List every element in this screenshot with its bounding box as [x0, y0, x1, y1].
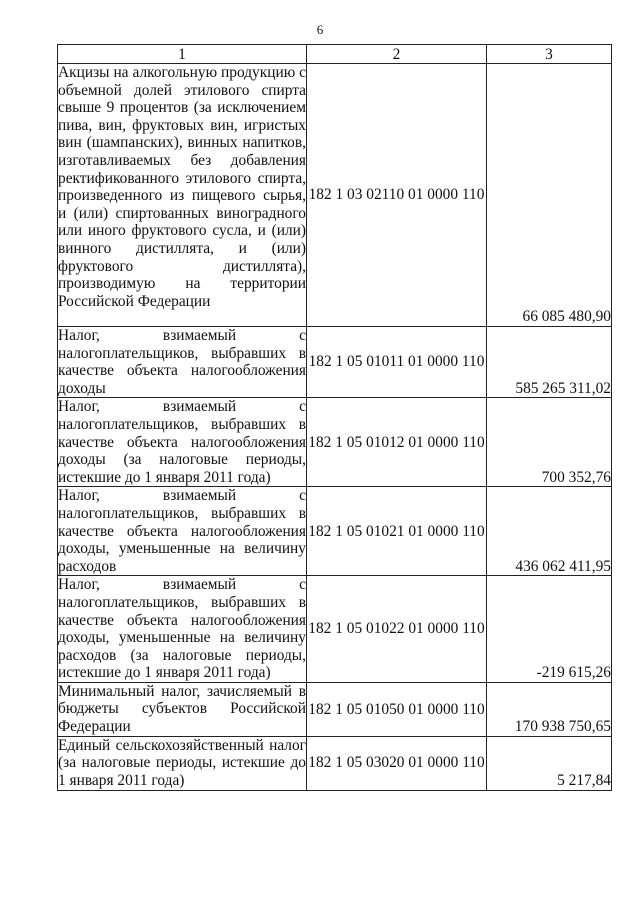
column-header: 3	[487, 45, 612, 64]
table-row	[58, 576, 612, 683]
revenue-name: Акцизы на алкогольную продукцию с объемной долей этилового спирта свыше 9 процентов (за исключением пива, вин, фруктовых вин, игристых вин (шампанских), винных напитков, изготавливаемых без добавления ректификованного этилового спирта, произведенного из пищевого сырья, и (или) спиртованных виноградного или иного фруктового сусла, и (или) винного дистиллята, и (или) фруктового дистиллята), производимую на территории Российской Федерации	[58, 64, 307, 327]
budget-classification-code: 182 1 05 03020 01 0000 110	[307, 736, 487, 790]
revenue-amount: 700 352,76	[487, 398, 612, 487]
table-row	[58, 64, 612, 327]
revenue-amount: 66 085 480,90	[487, 64, 612, 327]
revenue-name: Налог, взимаемый с налогоплательщиков, выбравших в качестве объекта налогообложения доходы	[58, 327, 306, 397]
revenue-amount: 5 217,84	[487, 736, 612, 790]
page-number: 6	[316, 22, 324, 37]
revenue-amount: -219 615,26	[487, 576, 612, 683]
budget-revenue-table	[57, 44, 612, 791]
revenue-name: Налог, взимаемый с налогоплательщиков, выбравших в качестве объекта налогообложения доходы, уменьшенные на величину расходов	[58, 487, 306, 575]
revenue-name: Минимальный налог, зачисляемый в бюджеты субъектов Российской Федерации	[58, 682, 306, 736]
budget-classification-code: 182 1 05 01022 01 0000 110	[307, 576, 487, 683]
budget-classification-code: 182 1 03 02110 01 0000 110	[307, 64, 487, 327]
column-header: 2	[307, 45, 487, 64]
budget-classification-code: 182 1 05 01021 01 0000 110	[307, 487, 487, 576]
revenue-amount: 170 938 750,65	[487, 682, 612, 736]
budget-classification-code: 182 1 05 01011 01 0000 110	[307, 327, 487, 398]
table-header-row	[58, 45, 612, 64]
revenue-amount: 585 265 311,02	[487, 327, 612, 398]
table-row	[58, 487, 612, 576]
budget-classification-code: 182 1 05 01012 01 0000 110	[307, 398, 487, 487]
column-header: 1	[58, 45, 307, 64]
table-row	[58, 682, 612, 736]
revenue-amount: 436 062 411,95	[487, 487, 612, 576]
table-row	[58, 398, 612, 487]
table-row	[58, 736, 612, 790]
revenue-name: Налог, взимаемый с налогоплательщиков, выбравших в качестве объекта налогообложения доходы (за налоговые периоды, истекшие до 1 января 2011 года)	[58, 398, 306, 486]
revenue-name: Единый сельскохозяйственный налог (за налоговые периоды, истекшие до 1 января 2011 года)	[58, 736, 306, 790]
table-row	[58, 327, 612, 398]
revenue-name: Налог, взимаемый с налогоплательщиков, выбравших в качестве объекта налогообложения доходы, уменьшенные на величину расходов (за налоговые периоды, истекшие до 1 января 2011 года)	[58, 576, 306, 682]
budget-classification-code: 182 1 05 01050 01 0000 110	[307, 682, 487, 736]
